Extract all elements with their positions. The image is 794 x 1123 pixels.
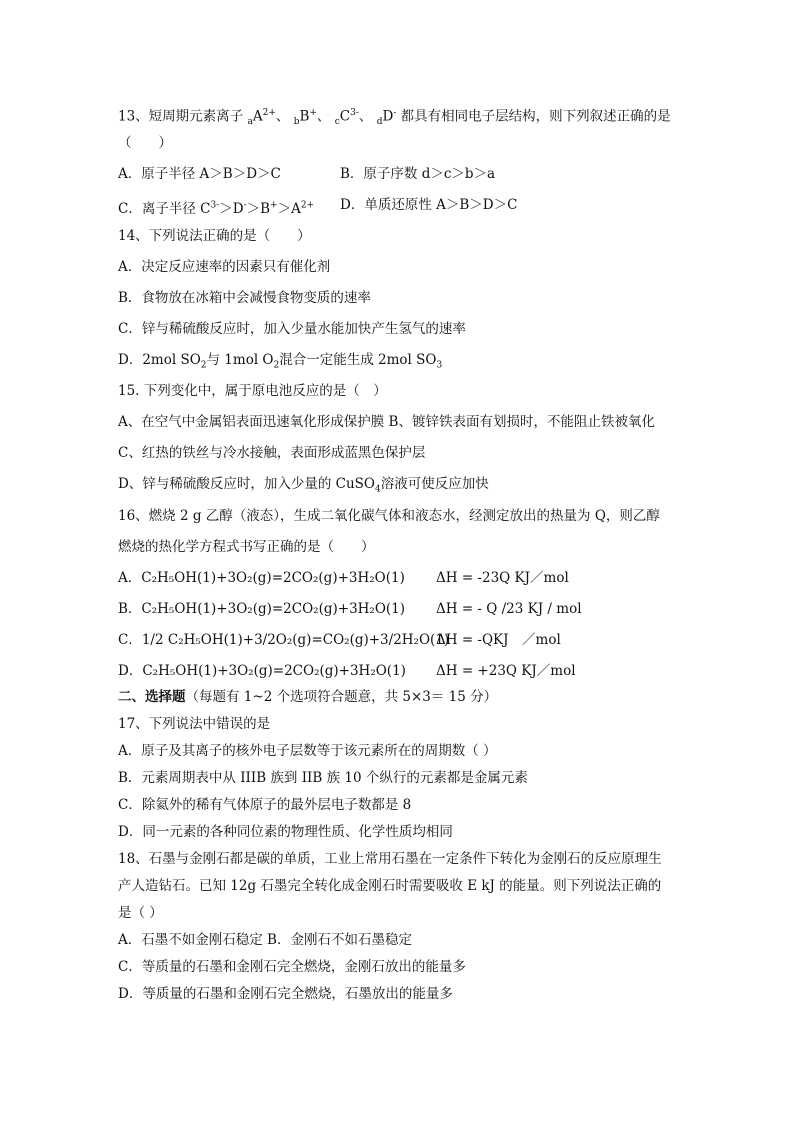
q13-option-c <box>118 201 314 217</box>
enthalpy: ΔH = -23Q KJ／mol <box>436 570 569 586</box>
q13-stem <box>118 103 671 132</box>
q13-row-ab <box>118 164 680 184</box>
ion-a-symbol: A <box>252 108 263 125</box>
q14-option-c: C．锌与稀硫酸反应时，加入少量水能加快产生氢气的速率 <box>118 321 466 337</box>
subscript: 3 <box>436 360 443 371</box>
q13-option-a: A．原子半径 A＞B＞D＞C <box>118 166 281 182</box>
q14-stem: 14、下列说法正确的是（ ） <box>118 228 311 244</box>
q13-option-d: D．单质还原性 A＞B＞D＞C <box>340 197 518 213</box>
subscript: 2 <box>200 360 207 371</box>
charge: 3- <box>210 200 220 210</box>
q16-option-c <box>118 630 680 650</box>
q15-option-ab: A、在空气中金属铝表面迅速氧化形成保护膜 B、镀锌铁表面有划损时，不能阻止铁被氧化 <box>118 414 655 430</box>
q14-option-a: A．决定反应速率的因素只有催化剂 <box>118 259 331 275</box>
q17-stem: 17、下列说法中错误的是 <box>118 716 271 732</box>
ion-d-sub: d <box>376 117 383 128</box>
q13-stem-post: 都具有相同电子层结构，则下列叙述正确的是 <box>400 108 671 125</box>
q13-option-b: B．原子序数 d＞c＞b＞a <box>340 166 496 182</box>
q15-d-text: 溶液可使反应加快 <box>380 476 489 492</box>
q15-stem: 15. 下列变化中，属于原电池反应的是（ ） <box>118 383 387 399</box>
q17-option-c: C．除氦外的稀有气体原子的最外层电子数都是 8 <box>118 797 412 813</box>
q13-stem-text: 13、短周期元素离子 <box>118 108 244 125</box>
sep: 、 <box>275 108 290 125</box>
q13-blank: （ ） <box>118 135 172 151</box>
q13-c-text: ＞D <box>219 200 244 217</box>
q16-stem-line1: 16、燃烧 2 g 乙醇（液态），生成二氧化碳气体和液态水，经测定放出的热量为 Q，则乙醇 <box>118 508 660 524</box>
equation: 1/2 C₂H₅OH(1)+3/2O₂(g)=CO₂(g)+3/2H₂O(1) <box>141 632 450 648</box>
q13-row-cd <box>118 195 680 219</box>
q15-d-text: D、锌与稀硫酸反应时，加入少量的 CuSO <box>118 476 375 492</box>
ion-c-symbol: C <box>339 108 351 125</box>
q13-c-text: ＞A <box>277 200 301 217</box>
enthalpy: ΔH = -QKJ ／mol <box>436 632 561 648</box>
charge: 2+ <box>300 200 315 210</box>
ion-c-charge: 3- <box>350 108 359 118</box>
ion-c-sub: c <box>334 117 340 128</box>
q18-stem-line1: 18、石墨与金刚石都是碳的单质，工业上常用石墨在一定条件下转化为金刚石的反应原理生 <box>118 851 662 867</box>
ion-d-symbol: D <box>382 108 394 125</box>
q17-option-b: B．元素周期表中从 IIIB 族到 IIB 族 10 个纵行的元素都是金属元素 <box>118 770 528 786</box>
q18-option-ab: A．石墨不如金刚石稳定 B．金刚石不如石墨稳定 <box>118 932 412 948</box>
q14-d-text: 与 1mol O <box>206 352 274 368</box>
q13-c-text: C．离子半径 C <box>118 200 211 217</box>
q18-stem-line2: 产人造钻石。已知 12g 石墨完全转化成金刚石时需要吸收 E kJ 的能量。则下列说法正确的 <box>118 878 662 894</box>
q13-c-text: ＞B <box>246 200 271 217</box>
q17-option-a: A．原子及其离子的核外电子层数等于该元素所在的周期数（ ） <box>118 743 497 759</box>
q14-d-text: D．2mol SO <box>118 352 201 368</box>
q15-option-c: C、红热的铁丝与冷水接触，表面形成蓝黑色保护层 <box>118 445 426 461</box>
option-label: C． <box>118 632 142 648</box>
q14-option-b: B．食物放在冰箱中会减慢食物变质的速率 <box>118 290 371 306</box>
section-note: （每题有 1~2 个选项符合题意，共 5×3＝ 15 分） <box>185 689 498 705</box>
subscript: 4 <box>374 484 381 495</box>
ion-a-charge: 2+ <box>262 108 276 118</box>
ion-b-sub: b <box>293 117 300 128</box>
ion-a-sub: a <box>247 117 253 128</box>
q14-option-d <box>118 350 442 376</box>
option-label: A． <box>118 570 142 586</box>
enthalpy: ΔH = +23Q KJ／mol <box>436 663 576 679</box>
section-2-heading <box>118 687 497 707</box>
subscript: 2 <box>273 360 280 371</box>
q18-stem-line3: 是（ ） <box>118 905 163 921</box>
sep: 、 <box>358 108 373 125</box>
q15-option-d <box>118 474 489 500</box>
q16-option-d <box>118 661 680 681</box>
ion-b-symbol: B <box>299 108 310 125</box>
sep: 、 <box>316 108 331 125</box>
ion-d-charge: - <box>393 108 397 118</box>
q16-option-a <box>118 568 680 588</box>
q18-option-d: D．等质量的石墨和金刚石完全燃烧，石墨放出的能量多 <box>118 986 453 1002</box>
equation: C₂H₅OH(1)+3O₂(g)=2CO₂(g)+3H₂O(1) <box>142 663 406 679</box>
ion-b-charge: + <box>309 108 317 118</box>
enthalpy: ΔH = - Q /23 KJ / mol <box>436 601 582 617</box>
equation: C₂H₅OH(1)+3O₂(g)=2CO₂(g)+3H₂O(1) <box>141 601 406 617</box>
q17-option-d: D．同一元素的各种同位素的物理性质、化学性质均相同 <box>118 824 453 840</box>
q16-stem-line2: 燃烧的热化学方程式书写正确的是（ ） <box>118 539 375 555</box>
q14-d-text: 混合一定能生成 2mol SO <box>279 352 437 368</box>
charge: - <box>243 200 247 210</box>
equation: C₂H₅OH(1)+3O₂(g)=2CO₂(g)+3H₂O(1) <box>141 570 405 586</box>
section-title: 二、选择题 <box>118 689 186 705</box>
q16-option-b <box>118 599 680 619</box>
option-label: D． <box>118 663 143 679</box>
charge: + <box>270 200 278 210</box>
q18-option-c: C．等质量的石墨和金刚石完全燃烧，金刚石放出的能量多 <box>118 959 466 975</box>
option-label: B． <box>118 601 142 617</box>
